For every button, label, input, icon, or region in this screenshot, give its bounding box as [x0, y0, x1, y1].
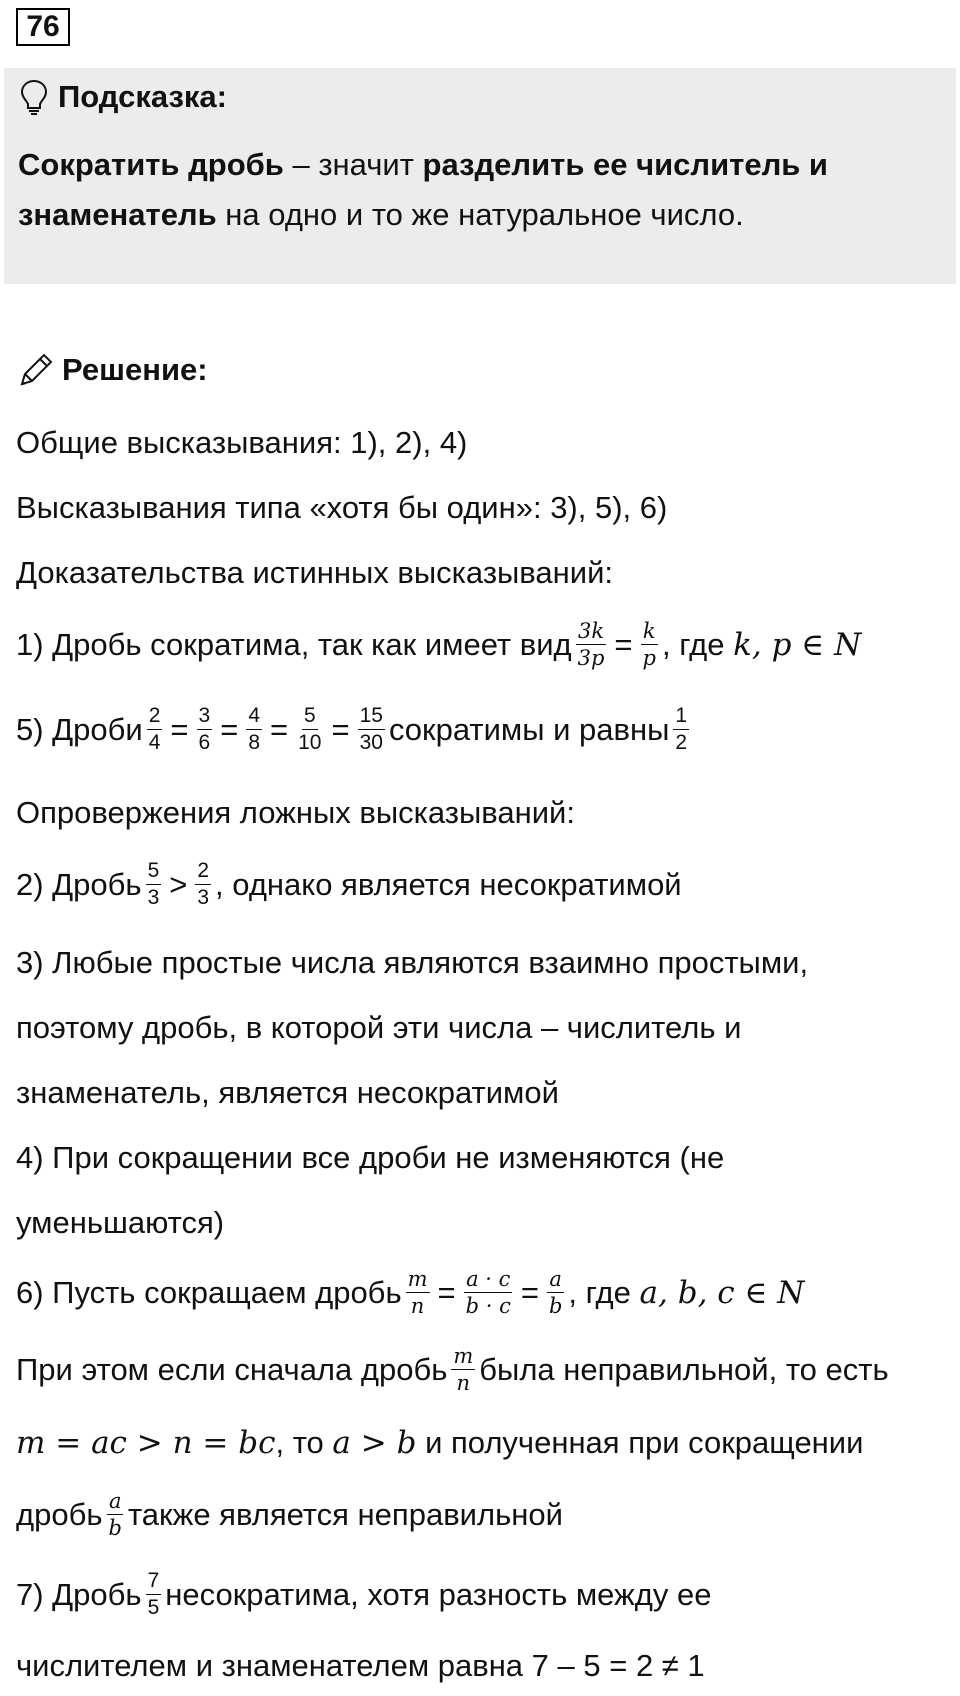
- fraction: [246, 705, 262, 754]
- numerator: 2: [147, 705, 163, 730]
- solution-title-text: Решение:: [62, 352, 208, 387]
- solution-line-1: Общие высказывания: 1), 2), 4): [16, 425, 468, 460]
- denominator: n: [456, 1371, 471, 1396]
- hint-bold-term: Сократить дробь: [18, 147, 284, 182]
- math-expression: a, b, c ∈ N: [639, 1274, 805, 1311]
- line-text: , где: [661, 626, 725, 662]
- denominator: 10: [298, 731, 322, 755]
- fraction: [296, 705, 323, 754]
- fraction: [673, 705, 689, 754]
- numerator: m: [406, 1268, 430, 1293]
- solution-line-12: уменьшаются): [16, 1205, 225, 1240]
- numerator: 2: [195, 860, 211, 885]
- numerator: 5: [146, 860, 162, 885]
- numerator: 3k: [576, 620, 606, 645]
- solution-line-14: [16, 1345, 889, 1394]
- solution-line-10: знаменатель, является несократимой: [16, 1075, 559, 1110]
- math-expression: m = ac > n = bc: [16, 1425, 276, 1461]
- fraction: [146, 860, 162, 909]
- denominator: 5: [147, 1596, 160, 1620]
- fraction: [195, 860, 211, 909]
- numerator: a: [107, 1490, 124, 1515]
- line-text: 6) Пусть сокращаем дробь: [16, 1274, 402, 1310]
- solution-line-5: 5) Дроби $\frac{2}{4}$ = $\frac{3}{6}$ = $\frac{4}{8}$ = $\frac{5}{10}$ = $\frac{15}{30}$ сократимы и равны $\frac{1}{2}$: [16, 704, 688, 755]
- hint-box: [4, 68, 956, 284]
- line-text: дробь: [16, 1496, 103, 1532]
- fraction: [641, 620, 658, 669]
- lightbulb-icon: [18, 78, 50, 116]
- math-expression: a > b: [332, 1425, 417, 1461]
- task-number: 76: [16, 8, 70, 46]
- line-text: , однако является несократимой: [215, 866, 682, 902]
- denominator: 3: [197, 886, 210, 910]
- denominator: b · c: [465, 1294, 511, 1319]
- solution-line-3: Доказательства истинных высказываний:: [16, 555, 614, 590]
- line-text: была неправильной, то есть: [479, 1351, 889, 1387]
- denominator: 3p: [577, 646, 605, 671]
- hint-title-text: Подсказка:: [58, 79, 227, 114]
- hint-text-end: на одно и то же натуральное число.: [216, 197, 744, 232]
- denominator: 30: [359, 731, 383, 755]
- solution-line-8: 3) Любые простые числа являются взаимно простыми,: [16, 945, 809, 980]
- hint-text: – значит: [283, 147, 423, 182]
- solution-line-2: Высказывания типа «хотя бы один»: 3), 5), 6): [16, 490, 668, 525]
- solution-line-17: [16, 1570, 711, 1619]
- fraction: [146, 1570, 162, 1619]
- denominator: 4: [148, 731, 161, 755]
- denominator: b: [108, 1516, 122, 1541]
- denominator: b: [548, 1294, 563, 1319]
- denominator: n: [410, 1294, 425, 1319]
- solution-line-9: поэтому дробь, в которой эти числа – числитель и: [16, 1010, 742, 1045]
- line-text: 1) Дробь сократима, так как имеет вид: [16, 626, 572, 662]
- numerator: a: [547, 1268, 564, 1293]
- line-text: несократима, хотя разность между ее: [165, 1576, 712, 1612]
- numerator: 3: [197, 705, 213, 730]
- fraction: [451, 1345, 475, 1394]
- solution-line-16: [16, 1490, 563, 1539]
- line-text: 7) Дробь: [16, 1576, 142, 1612]
- line-text: 2) Дробь: [16, 866, 142, 902]
- denominator: 6: [198, 731, 211, 755]
- line-text: сократимы и равны: [388, 711, 670, 747]
- numerator: 1: [673, 705, 689, 730]
- solution-line-4: 1) Дробь сократима, так как имеет вид $\frac{3k}{3p}$ = $\frac{k}{p}$ , где k, p ∈ N: [16, 619, 862, 671]
- solution-line-11: 4) При сокращении все дроби не изменяются (не: [16, 1140, 725, 1175]
- fraction: [358, 705, 385, 754]
- denominator: 8: [248, 731, 261, 755]
- hint-bold-definition: разделить ее числитель и знаменатель: [18, 147, 828, 232]
- solution-line-7: 2) Дробь $\frac{5}{3}$ > $\frac{2}{3}$ , однако является несократимой: [16, 859, 682, 910]
- line-text: и полученная при сокращении: [425, 1425, 864, 1460]
- math-expression: k, p ∈ N: [733, 626, 862, 663]
- line-text: , где: [568, 1274, 631, 1310]
- solution-line-6: Опровержения ложных высказываний:: [16, 795, 575, 830]
- numerator: 15: [358, 705, 385, 730]
- numerator: 7: [146, 1570, 162, 1595]
- numerator: 5: [302, 705, 318, 730]
- numerator: m: [451, 1345, 475, 1370]
- fraction: [464, 1268, 513, 1317]
- solution-title: [16, 350, 208, 390]
- fraction: [147, 705, 163, 754]
- numerator: 4: [246, 705, 262, 730]
- line-text: также является неправильной: [127, 1496, 563, 1532]
- pencil-icon: [16, 350, 56, 390]
- numerator: k: [641, 620, 658, 645]
- line-text: 5) Дроби: [16, 711, 143, 747]
- fraction: [406, 1268, 430, 1317]
- fraction: [106, 1490, 123, 1539]
- fraction: [547, 1268, 564, 1317]
- denominator: p: [642, 646, 656, 671]
- fraction: [576, 620, 607, 669]
- hint-title: [18, 78, 227, 116]
- fraction: [197, 705, 213, 754]
- denominator: 3: [147, 886, 160, 910]
- solution-line-15: [16, 1425, 863, 1461]
- line-text: , то: [275, 1425, 324, 1460]
- solution-line-18: числителем и знаменателем равна 7 – 5 = 2 ≠ 1: [16, 1648, 705, 1683]
- numerator: a · c: [464, 1268, 512, 1293]
- line-text: При этом если сначала дробь: [16, 1351, 448, 1387]
- solution-line-13: 6) Пусть сокращаем дробь $\frac{m}{n}$ = $\frac{a \cdot c}{b \cdot c}$ = $\frac{a}{b}$ , где a, b, c ∈ N: [16, 1267, 805, 1319]
- denominator: 2: [675, 731, 688, 755]
- hint-body: [18, 140, 928, 240]
